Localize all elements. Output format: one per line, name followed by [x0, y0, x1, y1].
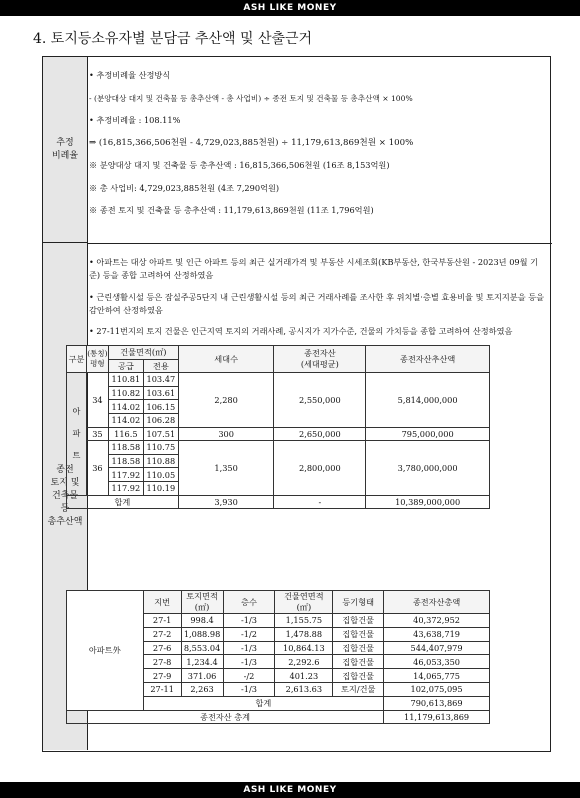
sum-units: 3,930: [178, 495, 274, 509]
floors-cell: -1/3: [223, 641, 275, 655]
ratio-section: [89, 69, 547, 227]
header-lot: 지번: [143, 591, 181, 614]
land-cell: 1,234.4: [181, 655, 223, 669]
exclusive-area: 103.61: [143, 386, 178, 400]
bottom-banner: ASH LIKE MONEY: [0, 782, 580, 798]
prev-35: 2,650,000: [274, 427, 366, 441]
section-heading: 4. 토지등소유자별 분담금 추산액 및 산출근거: [33, 31, 313, 47]
header-exclusive: 전용: [143, 359, 178, 373]
category-non-apartment: 아파트外: [67, 591, 144, 711]
floors-cell: -1/3: [223, 655, 275, 669]
assets-paragraph: • 근린생활시설 등은 잠실주공5단지 내 근린생활시설 등의 최근 거래사례를 조사한 후 위치별·층별 효용비율 및 토지지분을 등을 감안하여 산정하였음: [89, 291, 545, 315]
supply-area: 114.02: [108, 400, 143, 414]
ratio-line: ※ 분양대상 대지 및 건축물 등 총추산액 : 16,815,366,506천원 (16조 8,153억원): [89, 160, 390, 170]
label-estimated-ratio: 추정 비례율: [43, 57, 88, 243]
total-35: 795,000,000: [366, 427, 490, 441]
floorarea-cell: 401.23: [275, 669, 333, 683]
units-35: 300: [178, 427, 274, 441]
prev-34: 2,550,000: [274, 373, 366, 427]
land-cell: 8,553.04: [181, 641, 223, 655]
units-34: 2,280: [178, 373, 274, 427]
total-34: 5,814,000,000: [366, 373, 490, 427]
header-floors: 층수: [223, 591, 275, 614]
asset-cell: 14,065,775: [384, 669, 490, 683]
total-36: 3,780,000,000: [366, 441, 490, 495]
units-36: 1,350: [178, 441, 274, 495]
regtype-cell: 집합건물: [333, 641, 384, 655]
header-units: 세대수: [178, 346, 274, 373]
lot-cell: 27-1: [143, 614, 181, 628]
exclusive-area: 103.47: [143, 373, 178, 387]
lot-cell: 27-9: [143, 669, 181, 683]
sum-total: 10,389,000,000: [366, 495, 490, 509]
floorarea-cell: 10,864.13: [275, 641, 333, 655]
sum-total: 790,613,869: [384, 696, 490, 710]
floorarea-cell: 1,478.88: [275, 627, 333, 641]
regtype-cell: 집합건물: [333, 655, 384, 669]
ratio-line: ※ 총 사업비: 4,729,023,885천원 (4조 7,290억원): [89, 182, 280, 193]
assets-section: [89, 256, 547, 347]
land-cell: 998.4: [181, 614, 223, 628]
supply-area: 117.92: [108, 468, 143, 482]
header-regtype: 등기형태: [333, 591, 384, 614]
header-land: 토지면적 (㎡): [181, 591, 223, 614]
sum-label: 합계: [143, 696, 383, 710]
regtype-cell: 토지/건물: [333, 682, 384, 696]
non-apartment-table: [66, 590, 490, 724]
prev-36: 2,800,000: [274, 441, 366, 495]
exclusive-area: 106.28: [143, 413, 178, 427]
regtype-cell: 집합건물: [333, 627, 384, 641]
floorarea-cell: 2,613.63: [275, 682, 333, 696]
lot-cell: 27-6: [143, 641, 181, 655]
exclusive-area: 110.75: [143, 441, 178, 455]
header-gubun: 구분: [67, 346, 87, 373]
top-banner: ASH LIKE MONEY: [0, 0, 580, 16]
assets-paragraph: • 27-11번지의 토지 건물은 인근지역 토지의 거래사례, 공시지가 지가수준, 건물의 가치등을 종합 고려하여 산정하였음: [89, 326, 513, 337]
exclusive-area: 110.05: [143, 468, 178, 482]
header-prev: 종전자산 (세대평균): [274, 346, 366, 373]
supply-area: 118.58: [108, 454, 143, 468]
regtype-cell: 집합건물: [333, 669, 384, 683]
ratio-line: ⇒ (16,815,366,506천원 - 4,729,023,885천원) ÷ 11,179,613,869천원 × 100%: [89, 137, 414, 148]
header-pyeong: (통칭) 평형: [86, 346, 108, 373]
header-area: 건물면적(㎡): [108, 346, 178, 360]
ratio-line: ※ 종전 토지 및 건축물 등 총추산액 : 11,179,613,869천원 (11조 1,796억원): [89, 205, 374, 215]
exclusive-area: 110.88: [143, 454, 178, 468]
ratio-line: • 추정비례율 산정방식: [89, 70, 171, 80]
floors-cell: -/2: [223, 669, 275, 683]
floors-cell: -1/3: [223, 614, 275, 628]
floors-cell: -1/3: [223, 682, 275, 696]
grand-total-value: 11,179,613,869: [384, 710, 490, 724]
assets-paragraph: • 아파트는 대상 아파트 및 인근 아파트 등의 최근 실거래가격 및 부동산 시세조회(KB부동산, 한국부동산원 - 2023년 09월 기준) 등을 종합 고려하여 산정하였음: [89, 257, 539, 280]
header-total: 종전자산추산액: [366, 346, 490, 373]
supply-area: 110.82: [108, 386, 143, 400]
header-floorarea: 건물연면적 (㎡): [275, 591, 333, 614]
sum-label: 합계: [67, 495, 179, 509]
exclusive-area: 110.19: [143, 481, 178, 495]
supply-area: 110.81: [108, 373, 143, 387]
pyeong-35: 35: [86, 427, 108, 441]
floors-cell: -1/2: [223, 627, 275, 641]
supply-area: 114.02: [108, 413, 143, 427]
pyeong-34: 34: [86, 373, 108, 427]
exclusive-area: 106.15: [143, 400, 178, 414]
pyeong-36: 36: [86, 441, 108, 495]
lot-cell: 27-2: [143, 627, 181, 641]
header-supply: 공급: [108, 359, 143, 373]
land-cell: 1,088.98: [181, 627, 223, 641]
supply-area: 118.58: [108, 441, 143, 455]
ratio-line: - (분양대상 대지 및 건축물 등 총추산액 - 총 사업비) ÷ 종전 토지 및 건축물 등 총추산액 × 100%: [89, 93, 413, 103]
section-divider: [87, 243, 552, 244]
label-previous-assets: 종전 토지 및 건축물 등 총추산액: [43, 243, 88, 750]
land-cell: 2,263: [181, 682, 223, 696]
asset-cell: 102,075,095: [384, 682, 490, 696]
category-apartment: 아 파 트: [67, 373, 87, 495]
supply-area: 117.92: [108, 481, 143, 495]
header-asset-total: 종전자산총액: [384, 591, 490, 614]
floorarea-cell: 2,292.6: [275, 655, 333, 669]
sum-prev: -: [274, 495, 366, 509]
lot-cell: 27-8: [143, 655, 181, 669]
exclusive-area: 107.51: [143, 427, 178, 441]
asset-cell: 40,372,952: [384, 614, 490, 628]
apartment-table: [66, 345, 490, 509]
floorarea-cell: 1,155.75: [275, 614, 333, 628]
regtype-cell: 집합건물: [333, 614, 384, 628]
supply-area: 116.5: [108, 427, 143, 441]
ratio-line: • 추정비례율 : 108.11%: [89, 115, 181, 125]
asset-cell: 544,407,979: [384, 641, 490, 655]
lot-cell: 27-11: [143, 682, 181, 696]
land-cell: 371.06: [181, 669, 223, 683]
asset-cell: 43,638,719: [384, 627, 490, 641]
grand-total-label: 종전자산 총계: [67, 710, 384, 724]
asset-cell: 46,053,350: [384, 655, 490, 669]
